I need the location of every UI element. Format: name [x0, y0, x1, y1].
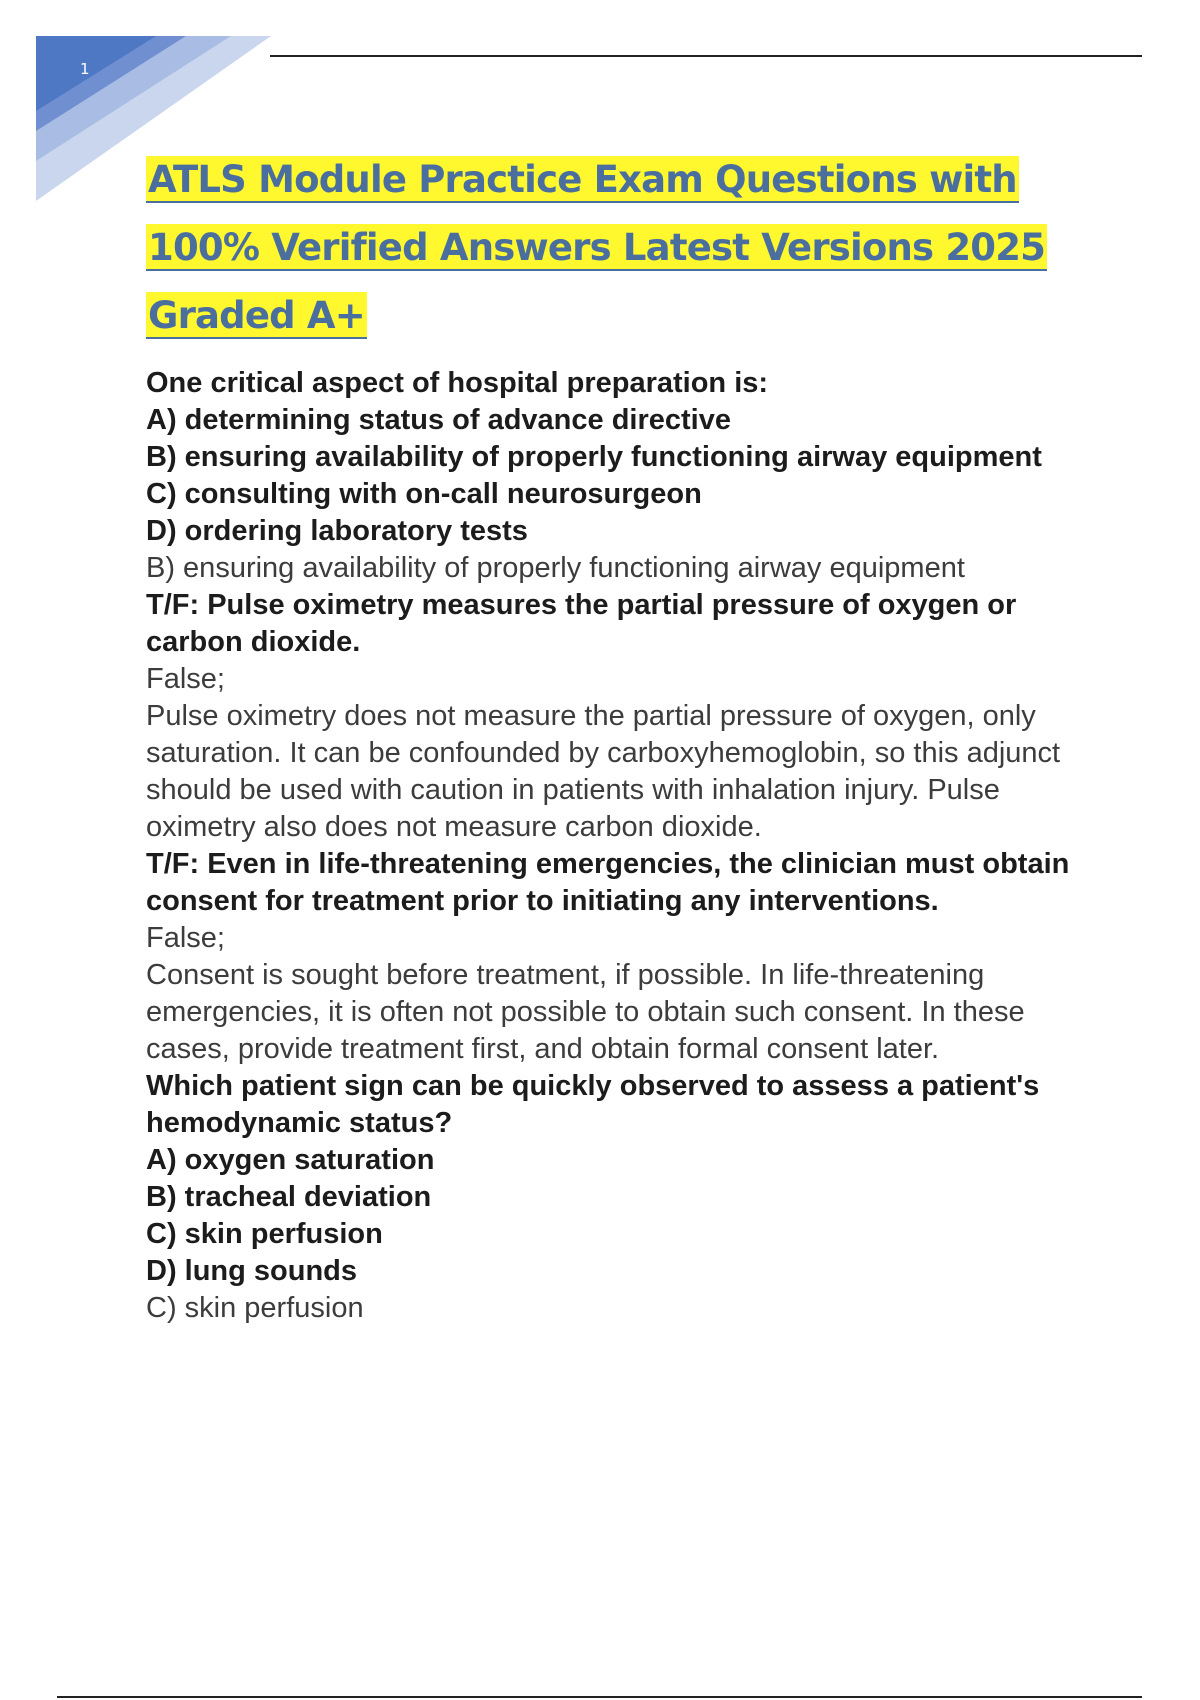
explanation-text: Consent is sought before treatment, if possible. In life-threatening emergencies, it is often not possible to obtain such consent. In these cases, provide treatment first, and obtain formal consent later. — [146, 959, 1025, 1065]
option-a: A) oxygen saturation — [146, 1144, 435, 1176]
document-title — [146, 146, 1106, 350]
question-text: T/F: Even in life-threatening emergencies, the clinician must obtain consent for treatment prior to initiating any interventions. — [146, 848, 1070, 917]
question-text: Which patient sign can be quickly observed to assess a patient's hemodynamic status? — [146, 1070, 1040, 1139]
question-text: One critical aspect of hospital preparation is: — [146, 367, 769, 399]
answer-text: B) ensuring availability of properly functioning airway equipment — [146, 552, 965, 584]
answer-text: C) skin perfusion — [146, 1292, 364, 1324]
page-number: 1 — [80, 60, 90, 78]
option-b: B) ensuring availability of properly functioning airway equipment — [146, 441, 1042, 473]
question-item-2 — [146, 587, 1106, 846]
explanation-text: Pulse oximetry does not measure the partial pressure of oxygen, only saturation. It can be confounded by carboxyhemoglobin, so this adjunct should be used with caution in patients with inhalation injury. Pulse oximetry also does not measure carbon dioxide. — [146, 700, 1061, 843]
question-item-3 — [146, 846, 1106, 1068]
title-line-3: Graded A+ — [148, 294, 365, 337]
option-c: C) consulting with on-call neurosurgeon — [146, 478, 702, 510]
title-line-1: ATLS Module Practice Exam Questions with — [148, 158, 1017, 201]
option-b: B) tracheal deviation — [146, 1181, 432, 1213]
answer-text: False; — [146, 922, 225, 954]
option-d: D) lung sounds — [146, 1255, 358, 1287]
question-text: T/F: Pulse oximetry measures the partial pressure of oxygen or carbon dioxide. — [146, 589, 1017, 658]
header-rule — [270, 55, 1142, 57]
question-item-1 — [146, 365, 1106, 587]
question-list — [146, 365, 1106, 1327]
option-d: D) ordering laboratory tests — [146, 515, 528, 547]
question-item-4 — [146, 1068, 1106, 1327]
option-c: C) skin perfusion — [146, 1218, 383, 1250]
footer-rule — [57, 1696, 1142, 1698]
title-line-2: 100% Verified Answers Latest Versions 2025 — [148, 226, 1046, 269]
answer-text: False; — [146, 663, 225, 695]
option-a: A) determining status of advance directive — [146, 404, 731, 436]
